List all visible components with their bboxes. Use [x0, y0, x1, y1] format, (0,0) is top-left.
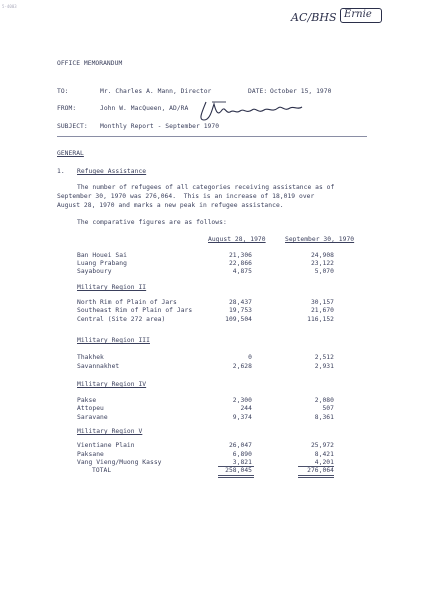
- row-value-september: 116,152: [307, 316, 334, 323]
- row-name: Sayaboury: [77, 268, 112, 275]
- total-value-september: 276,064: [307, 467, 334, 474]
- subject-label: SUBJECT:: [57, 123, 88, 130]
- total-double-rule-september-1: [298, 475, 334, 476]
- column-header-september: September 30, 1970: [285, 236, 355, 243]
- row-name: Paksane: [77, 451, 104, 458]
- column-header-august: August 28, 1970: [208, 236, 266, 243]
- total-double-rule-august-1: [218, 475, 254, 476]
- date-label: DATE:: [248, 88, 268, 95]
- row-value-august: 26,047: [228, 442, 252, 449]
- row-name: Savannakhet: [77, 363, 120, 370]
- row-name: North Rim of Plain of Jars: [77, 299, 177, 306]
- row-name: Thakhek: [77, 354, 104, 361]
- handwritten-name: Ernie: [344, 9, 372, 20]
- total-value-august: 258,045: [225, 467, 252, 474]
- row-value-august: 28,437: [228, 299, 252, 306]
- row-value-september: 2,080: [314, 397, 334, 404]
- group-heading: Military Region IV: [77, 381, 147, 388]
- row-value-september: 507: [322, 405, 334, 412]
- date-value: October 15, 1970: [270, 88, 332, 95]
- paragraph-line: September 30, 1970 was 276,064. This is an increase of 18,019 over: [57, 193, 315, 200]
- paragraph-line: August 28, 1970 and marks a new peak in refugee assistance.: [57, 202, 284, 209]
- row-value-september: 24,908: [310, 252, 334, 259]
- row-value-august: 0: [248, 354, 252, 361]
- row-value-august: 9,374: [232, 414, 252, 421]
- row-value-august: 21,306: [228, 252, 252, 259]
- group-heading: Military Region III: [77, 337, 150, 344]
- row-value-september: 5,070: [314, 268, 334, 275]
- item-number: 1.: [57, 168, 65, 175]
- memo-title: OFFICE MEMORANDUM: [57, 60, 123, 67]
- header-rule: [57, 136, 367, 137]
- signature-mark: [192, 96, 312, 126]
- from-label: FROM:: [57, 105, 77, 112]
- total-double-rule-august-2: [218, 477, 254, 478]
- row-value-august: 2,300: [232, 397, 252, 404]
- row-value-september: 4,201: [314, 459, 334, 466]
- item-title: Refugee Assistance: [77, 168, 147, 175]
- row-value-august: 244: [240, 405, 252, 412]
- paragraph-line: The number of refugees of all categories receiving assistance as of: [77, 184, 335, 191]
- row-value-september: 8,361: [314, 414, 334, 421]
- row-name: Saravane: [77, 414, 108, 421]
- subject-value: Monthly Report - September 1970: [100, 123, 220, 130]
- row-value-september: 2,931: [314, 363, 334, 370]
- comparative-intro: The comparative figures are as follows:: [77, 219, 227, 226]
- row-name: Vientiane Plain: [77, 442, 135, 449]
- row-name: Central (Site 272 area): [77, 316, 166, 323]
- row-value-august: 2,628: [232, 363, 252, 370]
- row-value-august: 22,866: [228, 260, 252, 267]
- handwritten-file-code: AC/BHS: [291, 11, 337, 24]
- to-value: Mr. Charles A. Mann, Director: [100, 88, 212, 95]
- row-name: Vang Vieng/Muong Kassy: [77, 459, 162, 466]
- row-value-september: 23,122: [310, 260, 334, 267]
- row-value-september: 30,157: [310, 299, 334, 306]
- group-heading: Military Region II: [77, 284, 147, 291]
- row-name: Attopeu: [77, 405, 104, 412]
- row-value-september: 2,512: [314, 354, 334, 361]
- row-value-august: 19,753: [228, 307, 252, 314]
- row-name: Ban Houei Sai: [77, 252, 127, 259]
- row-name: Pakse: [77, 397, 97, 404]
- group-heading: Military Region V: [77, 428, 143, 435]
- from-value: John W. MacQueen, AD/RA: [100, 105, 189, 112]
- corner-mark: 5-4003: [2, 4, 17, 9]
- row-name: Luang Prabang: [77, 260, 127, 267]
- total-double-rule-september-2: [298, 477, 334, 478]
- row-value-september: 25,972: [310, 442, 334, 449]
- row-value-september: 8,421: [314, 451, 334, 458]
- row-value-august: 3,821: [232, 459, 252, 466]
- row-value-august: 4,875: [232, 268, 252, 275]
- row-value-august: 109,504: [225, 316, 252, 323]
- row-value-august: 6,890: [232, 451, 252, 458]
- to-label: TO:: [57, 88, 69, 95]
- row-value-september: 21,670: [310, 307, 334, 314]
- total-label: TOTAL: [92, 467, 112, 474]
- row-name: Southeast Rim of Plain of Jars: [77, 307, 193, 314]
- section-heading: GENERAL: [57, 150, 84, 157]
